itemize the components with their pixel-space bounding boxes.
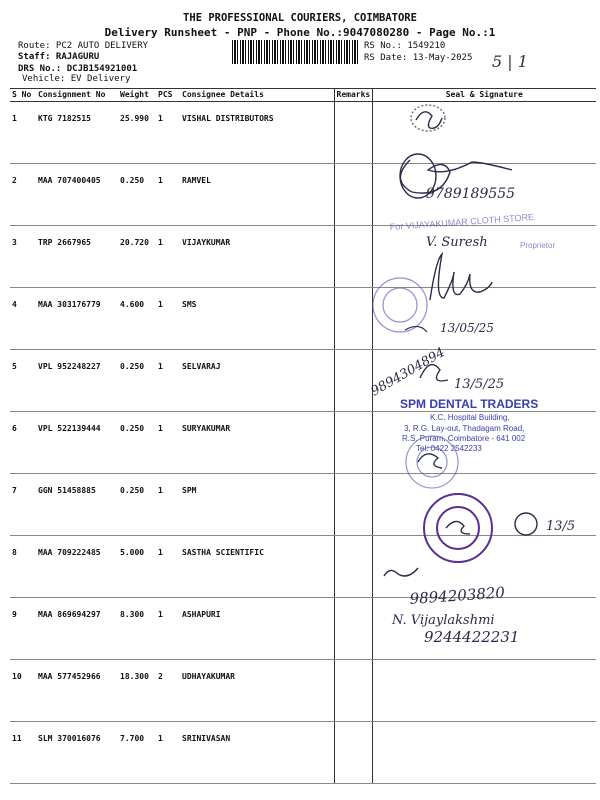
- signature-row-10: [384, 568, 418, 576]
- cell-consignment: VPL 522139444: [36, 412, 118, 474]
- route-label: Route: PC2 AUTO DELIVERY: [18, 41, 149, 51]
- cell-pcs: 1: [156, 536, 180, 598]
- cell-weight: 0.250: [118, 350, 156, 412]
- spm-stamp-line2: 3, R.G. Lay-out, Thadagam Road,: [404, 424, 525, 433]
- row6-phone: 9894304894: [368, 345, 448, 400]
- cell-sno: 11: [10, 722, 36, 784]
- row3-role: Proprietor: [520, 241, 556, 250]
- col-consignee: Consignee Details: [180, 89, 334, 102]
- spm-stamp-line1: K.C. Hospital Building,: [430, 413, 510, 422]
- signature-row-9: [446, 521, 470, 534]
- round-stamp-row9: [424, 494, 492, 562]
- cell-consignee: ASHAPURI: [180, 598, 334, 660]
- cell-consignment: MAA 869694297: [36, 598, 118, 660]
- cell-consignment: VPL 952248227: [36, 350, 118, 412]
- staff-label: Staff: RAJAGURU: [18, 52, 100, 62]
- col-weight: Weight: [118, 89, 156, 102]
- spm-stamp-line3: R.S. Puram, Coimbatore - 641 002: [402, 434, 526, 443]
- cell-consignment: MAA 303176779: [36, 288, 118, 350]
- round-stamp-row4: [373, 278, 427, 332]
- cell-weight: 18.300: [118, 660, 156, 722]
- cell-weight: 20.720: [118, 226, 156, 288]
- cell-consignee: RAMVEL: [180, 164, 334, 226]
- cell-sno: 1: [10, 102, 36, 164]
- cell-consignee: VIJAYKUMAR: [180, 226, 334, 288]
- cell-consignee: VISHAL DISTRIBUTORS: [180, 102, 334, 164]
- col-pcs: PCS: [156, 89, 180, 102]
- company-title: THE PROFESSIONAL COURIERS, COIMBATORE: [183, 12, 417, 24]
- rs-number: RS No.: 1549210: [364, 41, 446, 51]
- cell-weight: 8.300: [118, 598, 156, 660]
- cell-consignee: SMS: [180, 288, 334, 350]
- row2-phone: 9789189555: [426, 186, 516, 202]
- cell-consignment: MAA 709222485: [36, 536, 118, 598]
- cell-consignment: GGN 51458885: [36, 474, 118, 536]
- row10-phone: 9894203820: [409, 583, 506, 608]
- cell-weight: 0.250: [118, 474, 156, 536]
- cell-consignment: MAA 707400405: [36, 164, 118, 226]
- spm-stamp-tel: Tel: 0422 2542233: [416, 444, 482, 453]
- cell-pcs: 1: [156, 288, 180, 350]
- cell-weight: 7.700: [118, 722, 156, 784]
- runsheet-subtitle: Delivery Runsheet - PNP - Phone No.:9047080280 - Page No.:1: [104, 26, 496, 39]
- cell-consignment: MAA 577452966: [36, 660, 118, 722]
- cell-pcs: 2: [156, 660, 180, 722]
- cell-pcs: 1: [156, 598, 180, 660]
- vehicle-label: Vehicle: EV Delivery: [22, 74, 131, 84]
- cell-pcs: 1: [156, 102, 180, 164]
- rs-date: RS Date: 13-May-2025: [364, 53, 473, 63]
- cell-pcs: 1: [156, 722, 180, 784]
- cell-pcs: 1: [156, 164, 180, 226]
- cell-pcs: 1: [156, 474, 180, 536]
- cell-consignee: SPM: [180, 474, 334, 536]
- drs-label: DRS No.: DCJB154921001: [18, 64, 138, 74]
- cell-consignee: SELVARAJ: [180, 350, 334, 412]
- cell-consignee: SRINIVASAN: [180, 722, 334, 784]
- cell-sno: 5: [10, 350, 36, 412]
- cell-weight: 25.990: [118, 102, 156, 164]
- cell-pcs: 1: [156, 412, 180, 474]
- cell-consignee: SURYAKUMAR: [180, 412, 334, 474]
- cell-consignment: TRP 2667965: [36, 226, 118, 288]
- signature-row-4: [430, 254, 492, 300]
- col-remarks: Remarks: [334, 89, 372, 102]
- cell-sno: 7: [10, 474, 36, 536]
- cell-sno: 8: [10, 536, 36, 598]
- cell-weight: 0.250: [118, 164, 156, 226]
- row3-signature: V. Suresh: [426, 235, 488, 250]
- cell-sno: 6: [10, 412, 36, 474]
- col-seal: Seal & Signature: [372, 89, 596, 102]
- row11-name: N. Vijaylakshmi: [392, 613, 495, 628]
- cell-consignee: UDHAYAKUMAR: [180, 660, 334, 722]
- row9-circled-mark: [515, 513, 537, 535]
- col-consignment: Consignment No: [36, 89, 118, 102]
- signature-row-1: [411, 105, 445, 131]
- row11-phone: 9244422231: [424, 628, 520, 646]
- row6-date: 13/5/25: [454, 377, 505, 392]
- row5-date: 13/05/25: [440, 321, 494, 335]
- cell-weight: 4.600: [118, 288, 156, 350]
- cell-consignment: KTG 7182515: [36, 102, 118, 164]
- handwritten-page-mark: 5 | 1: [492, 52, 528, 71]
- cell-pcs: 1: [156, 226, 180, 288]
- cell-weight: 5.000: [118, 536, 156, 598]
- cell-consignment: SLM 370016076: [36, 722, 118, 784]
- cell-sno: 2: [10, 164, 36, 226]
- cell-sno: 10: [10, 660, 36, 722]
- cell-sno: 4: [10, 288, 36, 350]
- cell-sno: 9: [10, 598, 36, 660]
- spm-stamp: [400, 397, 538, 453]
- col-sno: S No: [10, 89, 36, 102]
- cell-weight: 0.250: [118, 412, 156, 474]
- cell-consignee: SASTHA SCIENTIFIC: [180, 536, 334, 598]
- signature-row-8: [418, 454, 442, 468]
- row3-stamp: For VIJAYAKUMAR CLOTH STORE: [389, 211, 535, 232]
- spm-stamp-name: SPM DENTAL TRADERS: [400, 397, 539, 411]
- cell-sno: 3: [10, 226, 36, 288]
- cell-pcs: 1: [156, 350, 180, 412]
- row9-date: 13/5: [546, 519, 576, 534]
